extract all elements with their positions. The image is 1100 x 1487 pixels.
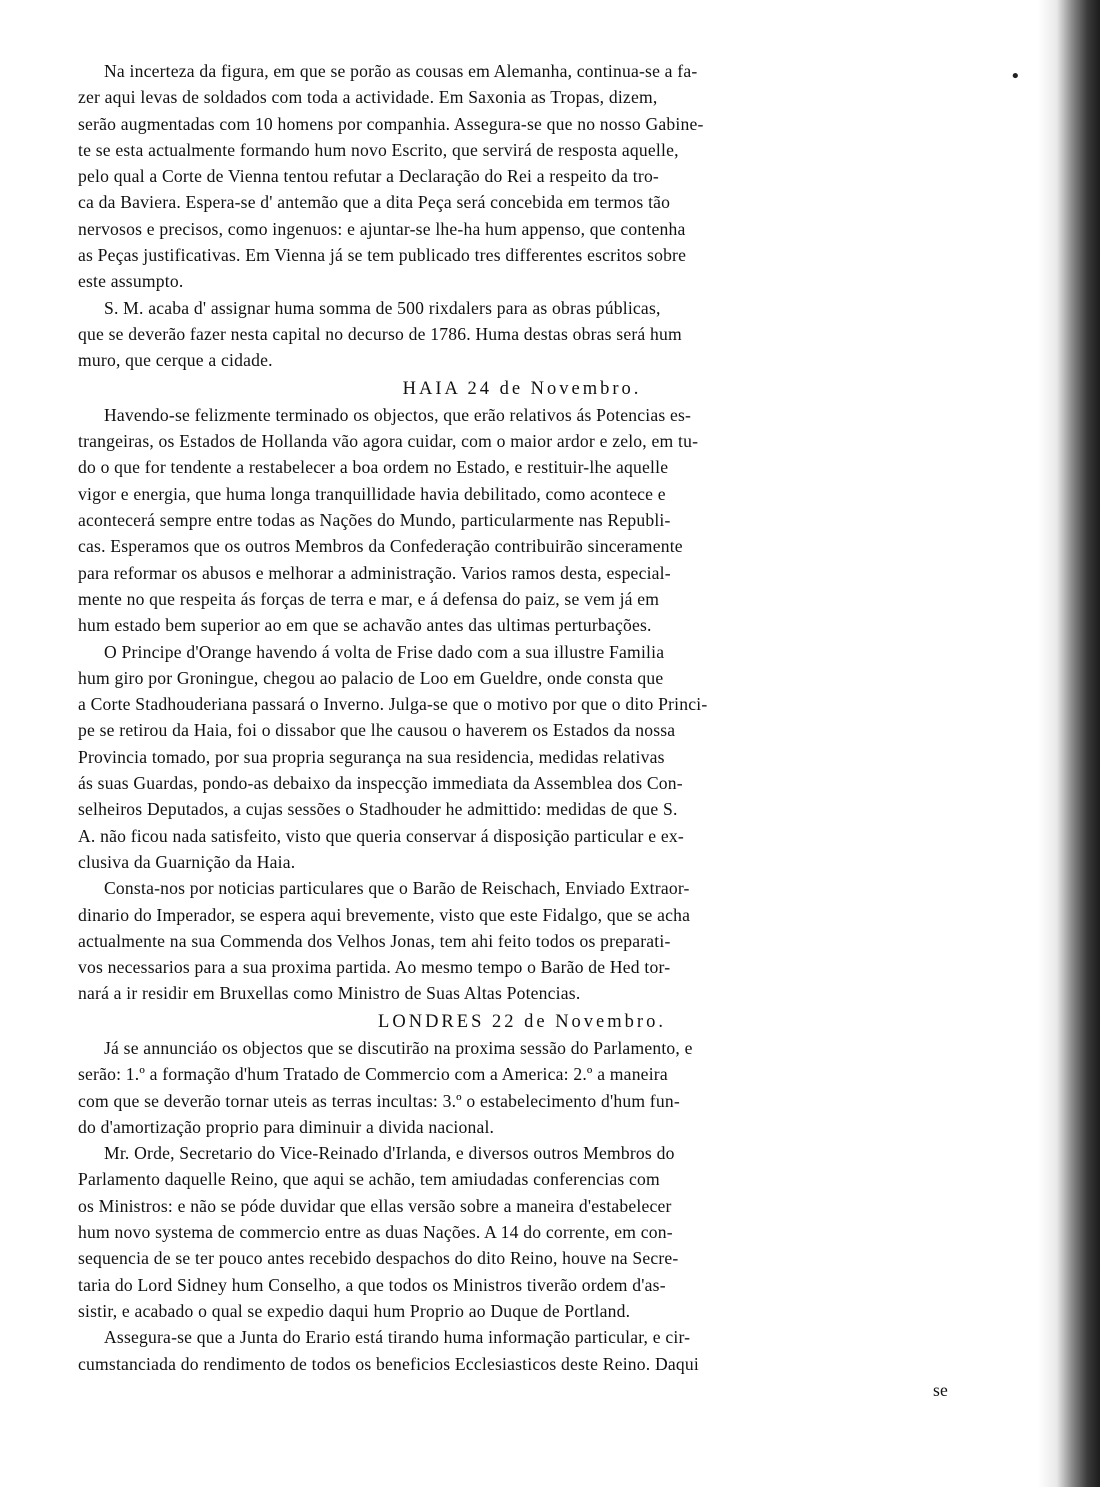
article-barao-reischach xyxy=(78,875,966,1006)
article-parlamento xyxy=(78,1035,966,1140)
text-line: vos necessarios para a sua proxima partida. Ao mesmo tempo o Barão de Hed tor- xyxy=(78,957,671,978)
text-line: sequencia de se ter pouco antes recebido despachos do dito Reino, houve na Secre- xyxy=(78,1248,679,1269)
text-line: dinario do Imperador, se espera aqui brevemente, visto que este Fidalgo, que se acha xyxy=(78,904,691,925)
text-line: taria do Lord Sidney hum Conselho, a que todos os Ministros tiverão ordem d'as- xyxy=(78,1274,666,1295)
text-line: pe se retirou da Haia, foi o dissabor que lhe causou o haverem os Estados da nossa xyxy=(78,720,676,741)
text-line: Consta-nos por noticias particulares que o Barão de Reischach, Enviado Extraor- xyxy=(104,878,690,899)
text-line: os Ministros: e não se póde duvidar que ellas versão sobre a maneira d'estabelecer xyxy=(78,1195,672,1216)
article-estados-hollanda xyxy=(78,402,966,639)
text-line: as Peças justificativas. Em Vienna já se tem publicado tres differentes escritos sobre xyxy=(78,245,687,266)
text-line: serão augmentadas com 10 homens por companhia. Assegura-se que no nosso Gabine- xyxy=(78,113,704,134)
article-alemanha xyxy=(78,58,966,295)
text-line: para reformar os abusos e melhorar a administração. Varios ramos desta, especial- xyxy=(78,562,671,583)
text-line: ca da Baviera. Espera-se d' antemão que a dita Peça será concebida em termos tão xyxy=(78,192,671,213)
text-line: trangeiras, os Estados de Hollanda vão agora cuidar, com o maior ardor e zelo, em tu- xyxy=(78,431,699,452)
text-line: zer aqui levas de soldados com toda a actividade. Em Saxonia as Tropas, dizem, xyxy=(78,87,658,108)
text-line: que se deverão fazer nesta capital no decurso de 1786. Huma destas obras será hum xyxy=(78,323,682,344)
text-line: S. M. acaba d' assignar huma somma de 500 rixdalers para as obras públicas, xyxy=(104,297,661,318)
text-line: sistir, e acabado o qual se expedio daqui hum Proprio ao Duque de Portland. xyxy=(78,1300,631,1321)
text-line: do o que for tendente a restabelecer a boa ordem no Estado, e restituir-lhe aquelle xyxy=(78,457,669,478)
text-line: actualmente na sua Commenda dos Velhos Jonas, tem ahi feito todos os preparati- xyxy=(78,930,671,951)
page-edge-shadow xyxy=(1038,0,1100,1487)
newspaper-page xyxy=(78,58,966,1403)
text-line: cumstanciada do rendimento de todos os beneficios Ecclesiasticos deste Reino. Daqui xyxy=(78,1353,699,1374)
text-line: pelo qual a Corte de Vienna tentou refutar a Declaração do Rei a respeito da tro- xyxy=(78,166,659,187)
text-line: mente no que respeita ás forças de terra e mar, e á defensa do paiz, se vem já em xyxy=(78,588,660,609)
text-line: a Corte Stadhouderiana passará o Inverno. Julga-se que o motivo por que o dito Princi- xyxy=(78,694,708,715)
text-line: Provincia tomado, por sua propria segurança na sua residencia, medidas relativas xyxy=(78,746,665,767)
article-mr-orde xyxy=(78,1140,966,1324)
text-line: O Principe d'Orange havendo á volta de Frise dado com a sua illustre Familia xyxy=(104,641,665,662)
text-line: Já se annunciáo os objectos que se discutirão na proxima sessão do Parlamento, e xyxy=(104,1037,693,1058)
text-line: Mr. Orde, Secretario do Vice-Reinado d'Irlanda, e diversos outros Membros do xyxy=(104,1143,675,1164)
text-line: este assumpto. xyxy=(78,271,184,292)
text-line: hum estado bem superior ao em que se achavão antes das ultimas perturbações. xyxy=(78,615,652,636)
text-line: Havendo-se felizmente terminado os objectos, que erão relativos ás Potencias es- xyxy=(104,404,692,425)
text-line: hum novo systema de commercio entre as duas Nações. A 14 do corrente, em con- xyxy=(78,1222,673,1243)
text-line: Assegura-se que a Junta do Erario está tirando huma informação particular, e cir- xyxy=(104,1327,691,1348)
text-line: muro, que cerque a cidade. xyxy=(78,350,273,371)
text-line: ás suas Guardas, pondo-as debaixo da inspecção immediata da Assemblea dos Con- xyxy=(78,773,683,794)
text-line: do d'amortização proprio para diminuir a divida nacional. xyxy=(78,1116,495,1137)
text-line: clusiva da Guarnição da Haia. xyxy=(78,851,296,872)
catchword: se xyxy=(932,1379,948,1400)
text-line: te se esta actualmente formando hum novo Escrito, que servirá de resposta aquelle, xyxy=(78,139,679,160)
text-line: com que se deverão tornar uteis as terras incultas: 3.º o estabelecimento d'hum fun- xyxy=(78,1090,680,1111)
article-obras-publicas xyxy=(78,295,966,374)
dateline-londres: LONDRES 22 de Novembro. xyxy=(378,1011,666,1032)
text-line: vigor e energia, que huma longa tranquillidade havia debilitado, como acontece e xyxy=(78,483,666,504)
text-line: selheiros Deputados, a cujas sessões o Stadhouder he admittido: medidas de que S. xyxy=(78,799,678,820)
text-line: nervosos e precisos, como ingenuos: e ajuntar-se lhe-ha hum appenso, que contenha xyxy=(78,218,686,239)
dateline-haia: HAIA 24 de Novembro. xyxy=(402,378,642,399)
text-line: cas. Esperamos que os outros Membros da Confederação contribuirão sinceramente xyxy=(78,536,683,557)
article-junta-erario xyxy=(78,1324,966,1377)
article-principe-orange xyxy=(78,639,966,876)
text-line: A. não ficou nada satisfeito, visto que queria conservar á disposição particular e ex- xyxy=(78,825,684,846)
text-line: serão: 1.º a formação d'hum Tratado de Commercio com a America: 2.º a maneira xyxy=(78,1064,668,1085)
text-line: nará a ir residir em Bruxellas como Ministro de Suas Altas Potencias. xyxy=(78,983,581,1004)
text-line: Na incerteza da figura, em que se porão as cousas em Alemanha, continua-se a fa- xyxy=(104,61,698,81)
text-line: Parlamento daquelle Reino, que aqui se achão, tem amiudadas conferencias com xyxy=(78,1169,660,1190)
text-line: acontecerá sempre entre todas as Nações do Mundo, particularmente nas Republi- xyxy=(78,510,671,531)
text-line: hum giro por Groningue, chegou ao palacio de Loo em Gueldre, onde consta que xyxy=(78,667,664,688)
margin-mark: • xyxy=(1010,66,1021,87)
